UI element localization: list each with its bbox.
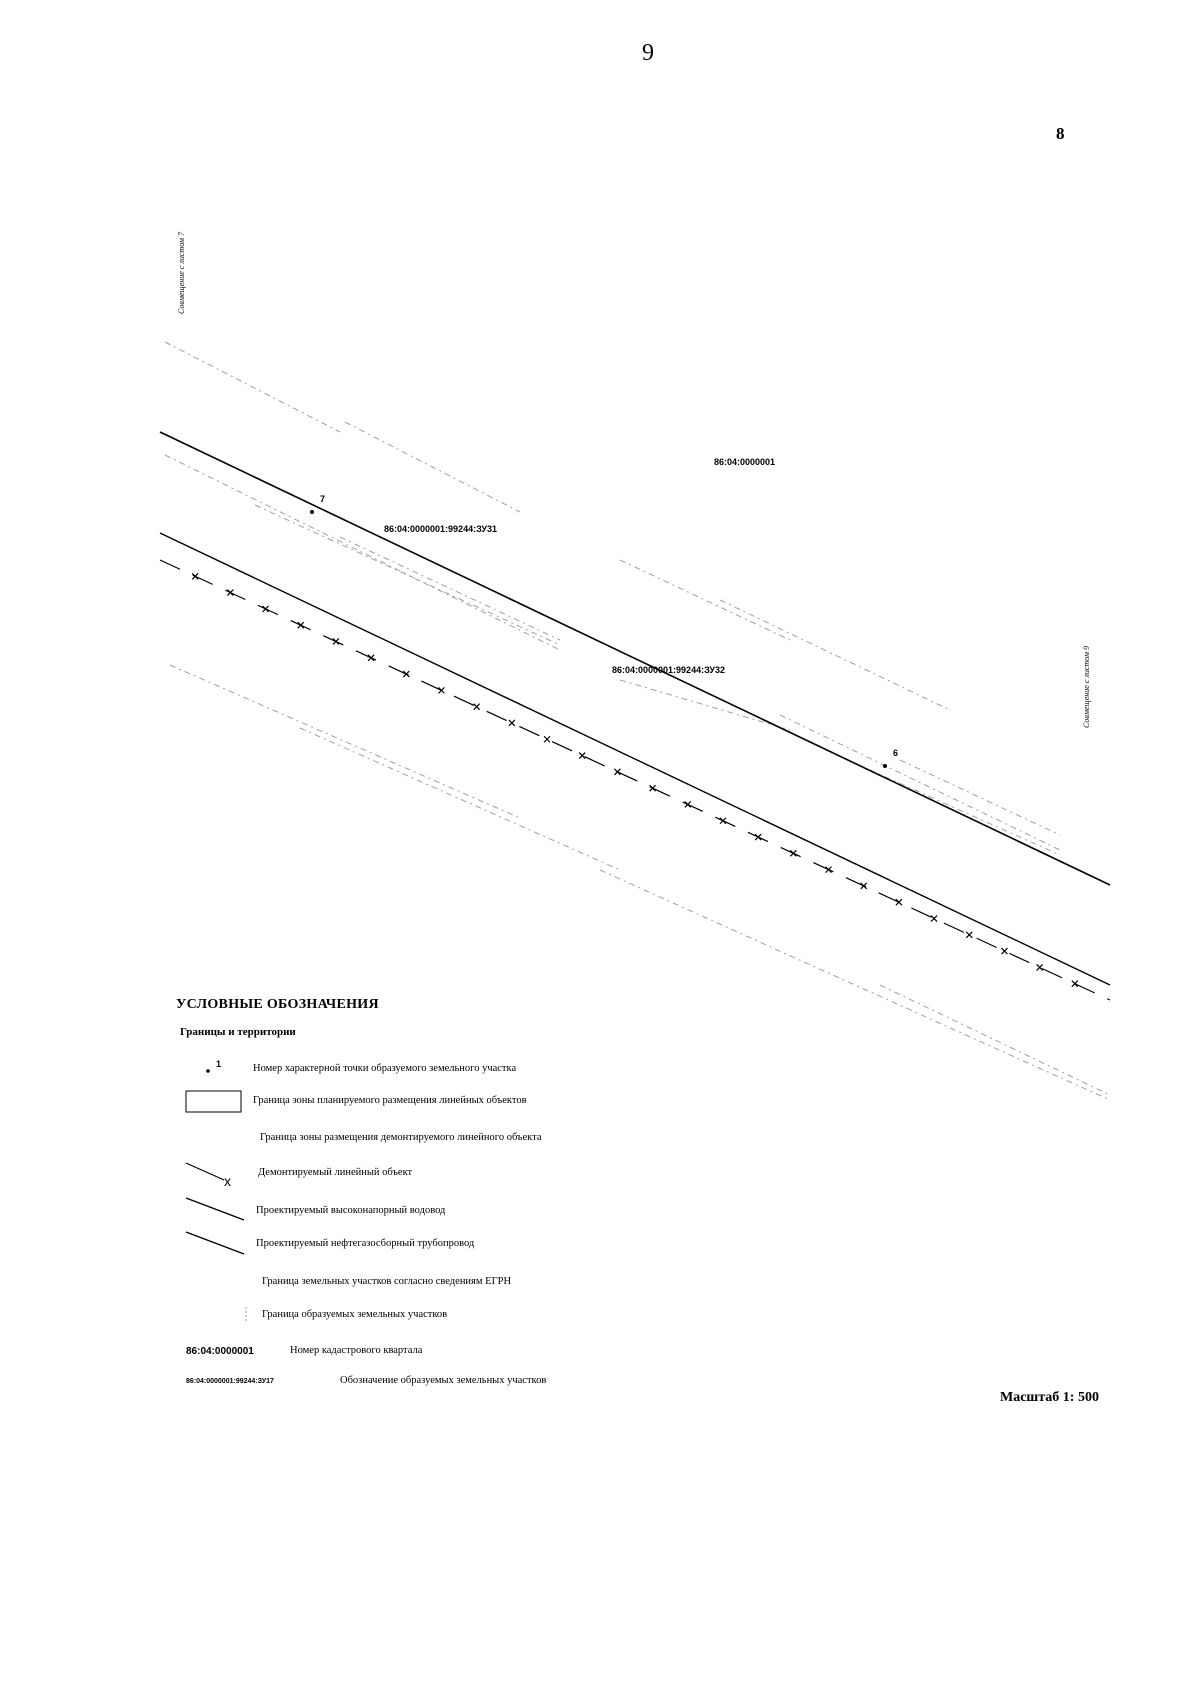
match-line-left: Совмещение с листом 7 [177, 232, 186, 314]
boundary-line [720, 600, 950, 710]
boundary-line [170, 665, 520, 818]
boundary-line [780, 715, 1060, 850]
legend-subtitle: Границы и территории [180, 1026, 296, 1038]
legend-item-oilgas-pipeline: Проектируемый нефтегазосборный трубопровод [256, 1238, 475, 1249]
parcel-label-zu32: 86:04:0000001:99244:ЗУ32 [612, 665, 725, 675]
x-mark [931, 916, 937, 922]
legend-x-mark-icon: x [224, 1173, 231, 1189]
boundary-line [345, 422, 520, 512]
legend-quarter-sample: 86:04:0000001 [186, 1346, 254, 1357]
scale-label: Масштаб 1: 500 [1000, 1390, 1099, 1405]
legend-item-parcel-designation: Обозначение образуемых земельных участков [340, 1375, 547, 1386]
legend-point-sample-icon [206, 1069, 210, 1073]
legend-item-quarter-number: Номер кадастрового квартала [290, 1345, 423, 1356]
x-mark [227, 590, 233, 596]
legend-waterline-sample-icon [186, 1198, 244, 1220]
legend-item-egrn-boundary: Граница земельных участков согласно сведениям ЕГРН [262, 1276, 512, 1287]
legend-dismantled-sample-icon [186, 1163, 224, 1180]
legend-item-point-number: Номер характерной точки образуемого земельного участка [253, 1063, 517, 1074]
faint-boundary-lines [165, 342, 1110, 1100]
legend-item-new-parcel-boundary: Граница образуемых земельных участков [262, 1309, 448, 1320]
point-7-marker [310, 510, 314, 514]
dismantled-line-path [160, 560, 1110, 1000]
point-number-6: 6 [893, 748, 899, 758]
parcel-label-zu31: 86:04:0000001:99244:ЗУ31 [384, 524, 497, 534]
boundary-line [340, 537, 560, 640]
page-number: 9 [642, 40, 654, 66]
x-mark [650, 785, 656, 791]
legend-oilgas-sample-icon [186, 1232, 244, 1254]
legend-item-dismantled-zone: Граница зоны размещения демонтируемого линейного объекта [260, 1132, 542, 1143]
boundary-line [620, 680, 790, 730]
projected-pipelines [160, 432, 1110, 985]
legend-point-sample-number: 1 [216, 1059, 222, 1069]
legend-parcel-sample: 86:04:0000001:99244:ЗУ17 [186, 1378, 274, 1385]
boundary-line [300, 728, 620, 870]
boundary-line [880, 985, 1110, 1095]
x-mark [579, 753, 585, 759]
dismantled-line [160, 560, 1110, 1000]
x-mark [333, 638, 339, 644]
x-mark [298, 622, 304, 628]
sheet-number: 8 [1056, 124, 1065, 143]
x-mark [438, 687, 444, 693]
x-mark [826, 867, 832, 873]
point-number-7: 7 [320, 494, 326, 504]
x-mark [263, 606, 269, 612]
boundary-line [165, 342, 340, 432]
x-mark [790, 850, 796, 856]
legend-item-planned-zone: Граница зоны планируемого размещения линейных объектов [253, 1095, 527, 1106]
legend-samples [186, 1069, 246, 1323]
legend-title: УСЛОВНЫЕ ОБОЗНАЧЕНИЯ [176, 997, 379, 1012]
match-line-right: Совмещение с листом 9 [1082, 646, 1091, 728]
x-mark [896, 899, 902, 905]
point-6-marker [883, 764, 887, 768]
boundary-line [620, 560, 790, 640]
x-mark [544, 736, 550, 742]
x-mark [1037, 964, 1043, 970]
boundary-line [165, 455, 560, 650]
x-mark [861, 883, 867, 889]
x-mark [1072, 981, 1078, 987]
x-mark [474, 704, 480, 710]
pipeline-lower [160, 533, 1110, 985]
boundary-line [870, 770, 1060, 855]
legend-zone-sample-icon [186, 1091, 241, 1112]
boundary-line [600, 870, 1110, 1100]
x-mark [509, 720, 515, 726]
x-mark [966, 932, 972, 938]
cadastral-quarter-label: 86:04:0000001 [714, 457, 776, 467]
x-mark [1001, 948, 1007, 954]
x-mark [192, 573, 198, 579]
x-mark [720, 818, 726, 824]
x-mark [755, 834, 761, 840]
legend-item-waterline: Проектируемый высоконапорный водовод [256, 1205, 446, 1216]
pipeline-upper [160, 432, 1110, 885]
x-mark [403, 671, 409, 677]
x-mark [614, 769, 620, 775]
legend-item-dismantled-object: Демонтируемый линейный объект [258, 1167, 413, 1178]
x-mark [685, 801, 691, 807]
x-mark [368, 655, 374, 661]
